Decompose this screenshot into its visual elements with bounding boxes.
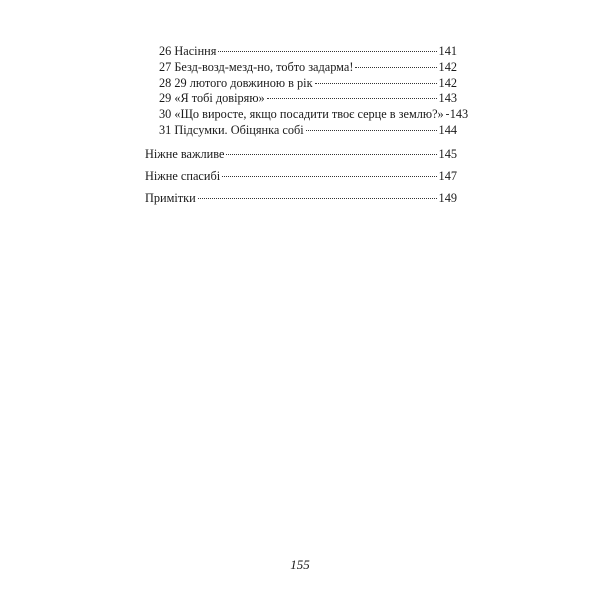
dot-leader [226,154,436,155]
toc-entry-30 [145,107,469,123]
dot-leader [446,114,448,115]
toc-entry-page: 142 [438,75,457,90]
dot-leader [315,83,437,84]
toc-entry-title: 31 Підсумки. Обіцянка собі [159,122,304,137]
toc-entry-title: 28 29 лютого довжиною в рік [159,75,313,90]
toc-entry-29 [145,91,457,107]
dot-leader [355,67,436,68]
toc-entry-page: 145 [438,146,457,161]
toc-entry-26 [145,44,457,60]
toc-entry-page: 143 [438,91,457,106]
toc-entry-title: 27 Безд-возд-мезд-но, тобто задарма! [159,59,354,74]
toc-entry-prymitky [145,191,457,206]
dot-leader [198,198,437,199]
toc-entry-title: 30 «Що виросте, якщо посадити твоє серце в землю?» [159,107,444,122]
toc-entry-31 [145,123,457,139]
dot-leader [218,51,436,52]
toc-entry-28 [145,76,457,92]
toc-entry-nizhne-vazhlyve [145,147,457,162]
dot-leader [222,176,436,177]
toc-entry-title: 29 «Я тобі довіряю» [159,91,265,106]
dot-leader [306,130,437,131]
table-of-contents [145,44,469,206]
toc-entry-27 [145,60,457,76]
toc-entry-page: 142 [438,59,457,74]
toc-entry-title: Ніжне спасибі [145,168,221,183]
toc-entry-page: 143 [449,107,469,122]
dot-leader [267,98,437,99]
toc-entry-nizhne-spasybi [145,169,457,184]
toc-entry-page: 144 [438,122,457,137]
toc-entry-title: Ніжне важливе [145,146,225,161]
toc-entry-title: Примітки [145,190,196,205]
toc-entry-page: 147 [438,168,457,183]
toc-entry-title: 26 Насіння [159,44,217,58]
toc-entry-page: 149 [438,190,457,205]
toc-entry-page: 141 [438,44,457,58]
page-number: 155 [290,557,310,572]
